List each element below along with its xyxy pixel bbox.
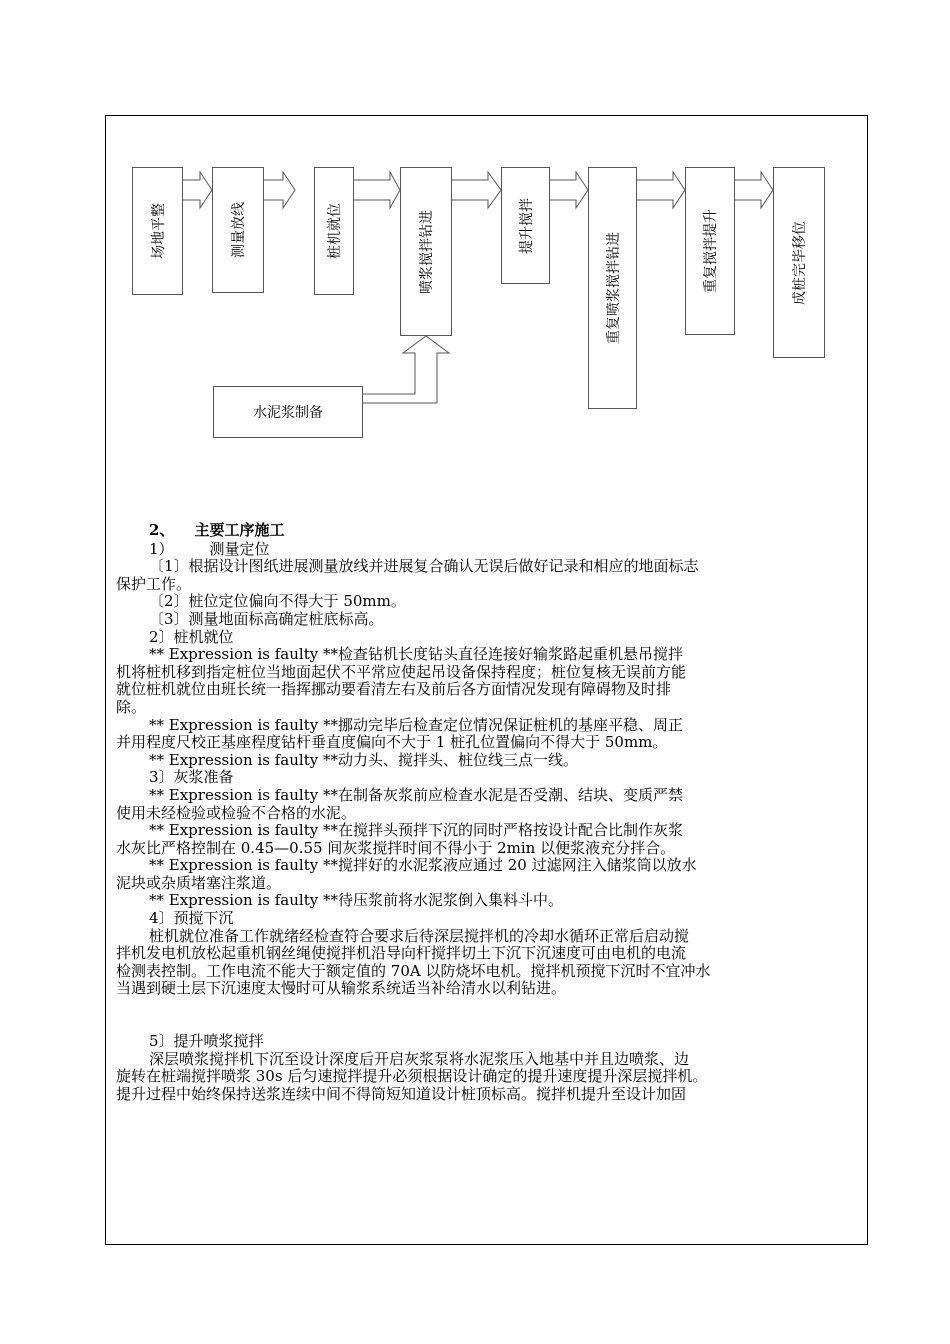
flow-step-5-label: 提升搅拌 xyxy=(518,197,535,254)
subsection-2-title: 2〕桩机就位 xyxy=(149,627,234,646)
arrow-up xyxy=(362,336,449,403)
flow-step-6-label: 重复喷浆搅拌钻进 xyxy=(605,232,622,344)
paragraph-line: 〔3〕测量地面标高确定桩底标高。 xyxy=(149,609,384,628)
section-heading xyxy=(116,522,864,540)
arrow-4 xyxy=(451,172,501,208)
arrow-2 xyxy=(263,172,295,208)
flow-step-1 xyxy=(132,167,183,295)
subsection-3-title: 3〕灰浆准备 xyxy=(149,768,234,787)
subsection-4-title: 4〕预搅下沉 xyxy=(149,909,234,928)
paragraph-line: ** Expression is faulty **在制备灰浆前应检查水泥是否受潮、结块、变质严禁 xyxy=(149,785,683,804)
flow-step-1-label: 场地平整 xyxy=(150,203,167,259)
flow-step-3-label: 桩机就位 xyxy=(327,203,343,259)
paragraph-line: 除。 xyxy=(116,697,147,716)
subsection-5-title: 5〕提升喷浆搅拌 xyxy=(149,1032,264,1051)
paragraph-line: ** Expression is faulty **待压浆前将水泥浆倒入集料斗中。 xyxy=(149,891,563,910)
paragraph-line: ** Expression is faulty **检查钻机长度钻头直径连接好输浆路起重机悬吊搅拌 xyxy=(149,645,683,664)
flow-step-4 xyxy=(400,167,452,336)
paragraph-line: 并用程度尺校正基座程度钻杆垂直度偏向不大于 1 桩孔位置偏向不得大于 50mm。 xyxy=(116,733,668,752)
flow-step-2-label: 测量放线 xyxy=(231,202,247,258)
paragraph-line: 水灰比严格控制在 0.45—0.55 间灰浆搅拌时间不得小于 2min 以便浆液充分拌合。 xyxy=(116,838,676,857)
paragraph-line: 深层喷浆搅拌机下沉至设计深度后开启灰浆泵将水泥浆压入地基中并且边喷浆、边 xyxy=(149,1049,690,1068)
flow-step-2 xyxy=(212,167,264,293)
flow-step-6 xyxy=(588,167,637,409)
paragraph-line: 〔2〕桩位定位偏向不得大于 50mm。 xyxy=(149,592,406,611)
subsection-1-title: 1） 测量定位 xyxy=(149,539,270,558)
paragraph-line: 保护工作。 xyxy=(116,574,192,593)
section-number: 2、 xyxy=(149,521,175,539)
paragraph-line: 〔1〕根据设计图纸进展测量放线并进展复合确认无误后做好记录和相应的地面标志 xyxy=(149,557,699,576)
document-body xyxy=(116,522,864,1103)
paragraph-line: 当遇到硬土层下沉速度太慢时可从输浆系统适当补给清水以利钻进。 xyxy=(116,979,567,998)
paragraph-line: ** Expression is faulty **在搅拌头预拌下沉的同时严格按设计配合比制作灰浆 xyxy=(149,821,683,840)
flow-step-8 xyxy=(773,167,825,358)
flow-step-3 xyxy=(314,167,354,295)
arrow-5 xyxy=(549,172,588,208)
paragraph-line: ** Expression is faulty **动力头、搅拌头、桩位线三点一线。 xyxy=(149,750,578,769)
paragraph-line: ** Expression is faulty **挪动完毕后检查定位情况保证桩机的基座平稳、周正 xyxy=(149,715,683,734)
paragraph-line: 桩机就位准备工作就绪经检查符合要求后待深层搅拌机的冷却水循环正常后启动搅 xyxy=(149,926,690,945)
paragraph-line: 拌机发电机放松起重机钢丝绳使搅拌机沿导向杆搅拌切土下沉下沉速度可由电机的电流 xyxy=(116,944,687,963)
flow-side-input xyxy=(213,386,363,438)
paragraph-line: 提升过程中始终保持送浆连续中间不得筒短知道设计桩顶标高。搅拌机提升至设计加固 xyxy=(116,1084,687,1103)
paragraph-line: 检测表控制。工作电流不能大于额定值的 70A 以防烧坏电机。搅拌机预搅下沉时不宜冲水 xyxy=(116,961,711,980)
paragraph-line: 泥块或杂质堵塞注浆道。 xyxy=(116,873,282,892)
paragraph-line: 旋转在桩端搅拌喷浆 30s 后匀速搅拌提升必须根据设计确定的提升速度提升深层搅拌机。 xyxy=(116,1067,708,1086)
paragraph-line: 使用未经检验或检验不合格的水泥。 xyxy=(116,803,357,822)
flow-step-7-label: 重复搅拌提升 xyxy=(703,209,719,293)
flow-side-input-label: 水泥浆制备 xyxy=(253,405,323,421)
flow-step-4-label: 喷浆搅拌钻进 xyxy=(419,209,435,294)
arrow-1 xyxy=(182,172,212,208)
paragraph-line: ** Expression is faulty **搅拌好的水泥浆液应通过 20 过滤网注入储浆筒以放水 xyxy=(149,856,697,875)
section-title: 主要工序施工 xyxy=(194,521,285,539)
arrow-3 xyxy=(353,172,400,208)
paragraph-line: 机将桩机移到指定桩位当地面起伏不平常应使起吊设备保持程度；桩位复核无误前方能 xyxy=(116,662,687,681)
paragraph-line: 就位桩机就位由班长统一指挥挪动要看清左右及前后各方面情况发现有障碍物及时排 xyxy=(116,680,672,699)
flow-step-8-label: 成桩完毕移位 xyxy=(792,220,808,305)
flow-step-5 xyxy=(501,167,550,284)
arrow-6 xyxy=(636,172,685,208)
flow-step-7 xyxy=(685,167,735,335)
arrow-7 xyxy=(734,172,773,208)
